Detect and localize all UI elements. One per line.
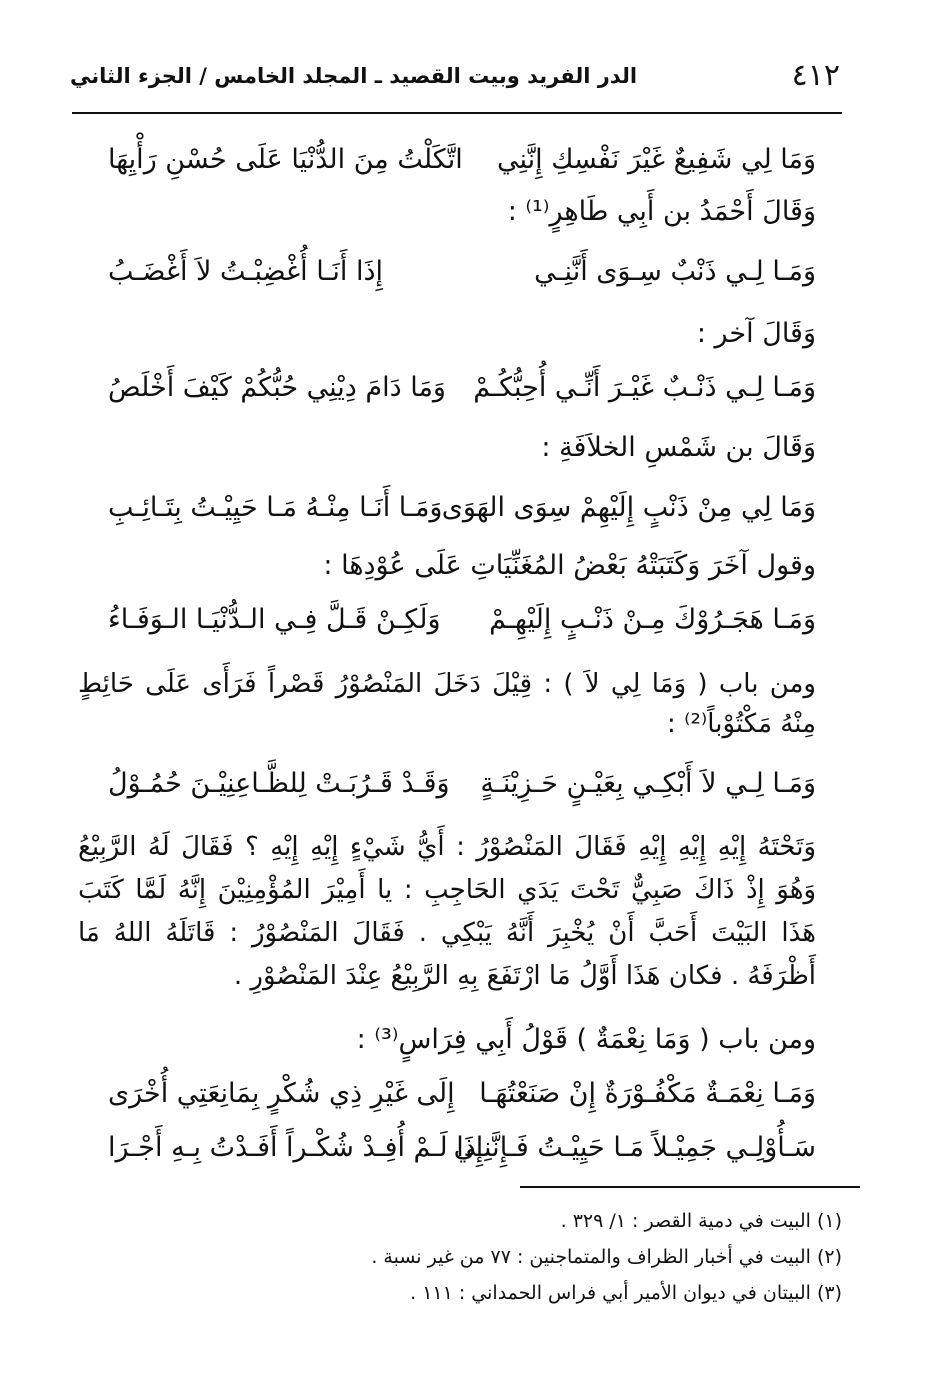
verse-2-second-hemistich: إِذَا أَنَـا أُغْضِبْـتُ لاَ أَغْضَـبُ [108,256,383,287]
verse-2-intro: وَقَالَ أَحْمَدُ بن أَبِي طَاهِرٍ⁽¹⁾ : [507,196,816,227]
verse-4-second-hemistich: وَمَـا أَنَـا مِنْـهُ مَـا حَيِيْـتُ بِتَـائِـبِ [108,492,443,523]
verse-2-first-hemistich: وَمَـا لِـي ذَنْبٌ سِـوَى أَنَّنِـي [534,256,816,287]
verse-8-second-hemistich: إِلَى غَيْرِ ذِي شُكْرٍ بِمَانِعَتِي أُخْرَى [108,1078,455,1109]
footnote-rule [520,1186,860,1188]
verse-1-first-hemistich: وَمَا لِي شَفِيعٌ غَيْرَ نَفْسِكِ إِنَّنِي [496,144,816,175]
verse-5-first-hemistich: وَمَـا هَجَـرُوْكَ مِـنْ ذَنْـبٍ إِلَيْهِـمْ [489,604,816,635]
verse-3-second-hemistich: وَمَا دَامَ دِيْنِي حُبُّكُمْ كَيْفَ أَخْلَصُ [108,372,446,403]
verse-6-second-hemistich: وَقَـدْ قَـرُبَـتْ لِلظَّـاعِنِيْـنَ حُمُـوْلُ [108,768,450,799]
verse-8-first-hemistich: وَمَـا نِعْمَـةٌ مَكْفُـوْرَةٌ إِنْ صَنَعْتُهَـا [479,1078,816,1109]
anecdote-paragraph: وَتَحْتَهُ إِيْهِ إِيْهِ إِيْهِ فَقَالَ المَنْصُوْرُ : أَيُّ شَيْءٍ إِيْهِ إِيْهِ ؟ فَقَالَ لَهُ الرَّبِيْعُ وَهُوَ إِذْ ذَاكَ صَبِيٌّ تَحْتَ يَدَي الحَاجِبِ : يا أَمِيْرَ المُؤْمِنِيْنَ إِنَّهُ لَمَّا كَتَبَ هَذَا البَيْتَ أَحَبَّ أَنْ يُخْبِرَ أَنَّهُ يَبْكِي . فَقَالَ المَنْصُوْرُ : قَاتَلَهُ اللهُ مَا أَظْرَفَهُ . فكان هَذَا أَوَّلُ مَا ارْتَفَعَ بِهِ الرَّبِيْعُ عِنْدَ المَنْصُوْرِ . [78,832,816,991]
footnote-1: (١) البيت في دمية القصر : ١/ ٣٢٩ . [560,1210,842,1232]
running-title: الدر الفريد وبيت القصيد ـ المجلد الخامس / الجزء الثاني [70,64,638,88]
verse-5-intro: وقول آخَرَ وَكَتَبَتْهُ بَعْضُ المُغَنِّيَاتِ عَلَى عُوْدِهَا : [323,550,816,581]
verse-9-second-hemistich: إِذَا لَـمْ أُفِـدْ شُكْـراً أَفَـدْتُ بِـهِ أَجْـرَا [108,1132,484,1163]
verse-8-intro: ومن باب ( وَمَا نِعْمَةٌ ) قَوْلُ أَبِي فِرَاسٍ⁽³⁾ : [356,1024,816,1055]
verse-3-intro: وَقَالَ آخر : [696,318,816,349]
verse-4-first-hemistich: وَمَا لِي مِنْ ذَنْبٍ إِلَيْهِمْ سِوَى الهَوَى [441,492,816,523]
section-intro-wa-ma-li-la: ومن باب ( وَمَا لِي لاَ ) : قِيْلَ دَخَلَ المَنْصُوْرُ قَصْراً فَرَأَى عَلَى حَائِطٍ مِنْهُ مَكْتُوْباً⁽²⁾ : [78,669,816,739]
header-rule [72,112,842,114]
verse-5-second-hemistich: وَلَكِـنْ قَـلَّ فِـي الـدُّنْيَـا الـوَفَـاءُ [108,604,441,635]
verse-1-second-hemistich: اتَّكَلْتُ مِنَ الدُّنْيَا عَلَى حُسْنِ رَأْيِهَا [108,144,463,175]
verse-6-first-hemistich: وَمَـا لِـي لاَ أَبْكِـي بِعَيْـنٍ حَـزِيْنَـةٍ [480,768,816,799]
page-number: ٤١٢ [791,58,840,93]
verse-4-intro: وَقَالَ بن شَمْسِ الخلاَفَةِ : [541,432,816,463]
verse-3-first-hemistich: وَمَـا لِـي ذَنْـبٌ غَيْـرَ أَنِّـي أُحِبُّكُـمْ [473,372,816,403]
footnote-2: (٢) البيت في أخبار الظراف والمتماجنين : ٧٧ من غير نسبة . [371,1246,842,1268]
page-header [70,58,840,98]
footnote-3: (٣) البيتان في ديوان الأمير أبي فراس الحمداني : ١١١ . [410,1282,842,1304]
verse-9-first-hemistich: سَـأُوْلِـي جَمِيْـلاً مَـا حَيِيْـتُ فَـإِنَّنِـي [453,1132,816,1163]
